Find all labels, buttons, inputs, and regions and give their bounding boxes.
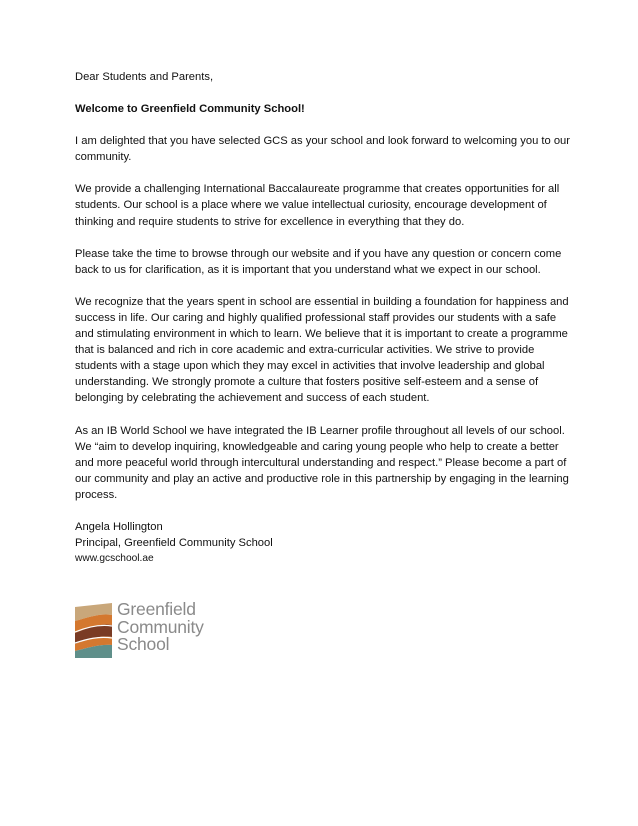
logo-line-greenfield: Greenfield [117, 599, 196, 619]
salutation: Dear Students and Parents, [75, 71, 214, 83]
signature-title: Principal, Greenfield Community School [75, 537, 273, 550]
paragraph-programme: We provide a challenging International Baccalaureate programme that creates opportunities for all students. Our school is a place where we value intellectual curiosity, encourage development of thinking and require students to strive for excellence in everything that they do. [75, 183, 560, 228]
welcome-heading: Welcome to Greenfield Community School! [75, 103, 305, 116]
letter-body [75, 69, 575, 567]
paragraph-website: Please take the time to browse through our website and if you have any question or concern come back to us for clarification, as it is important that you understand what we expect in our school. [75, 247, 562, 276]
school-logo [75, 601, 205, 657]
paragraph-ib-world-school: As an IB World School we have integrated the IB Learner profile throughout all levels of our school. We “aim to develop inquiring, knowledgeable and caring young people who help to create a better and more peaceful world through intercultural understanding and respect.” Please become a part of our community and play an active and productive role in this partnership by engaging in the learning process. [75, 424, 569, 501]
logo-line-community: Community [117, 616, 204, 637]
signature-block [75, 519, 575, 567]
signature-website: www.gcschool.ae [75, 553, 154, 565]
signature-name: Angela Hollington [75, 520, 163, 533]
paragraph-intro: I am delighted that you have selected GCS as your school and look forward to welcoming you to our community. [75, 135, 571, 164]
logo-wordmark [117, 601, 204, 654]
paragraph-foundation: We recognize that the years spent in school are essential in building a foundation for happiness and success in life. Our caring and highly qualified professional staff provides our students with a safe and stimulating environment in which to learn. We believe that it is important to create a programme that is balanced and rich in core academic and extra-curricular activities. We strive to provide students with a stage upon which they may excel in activities that involve leadership and global understanding. We strongly promote a culture that fosters positive self-esteem and a sense of belonging by celebrating the achievement and success of each student. [75, 295, 569, 405]
logo-line-school: School [117, 634, 170, 654]
logo-mark-icon [75, 603, 112, 658]
